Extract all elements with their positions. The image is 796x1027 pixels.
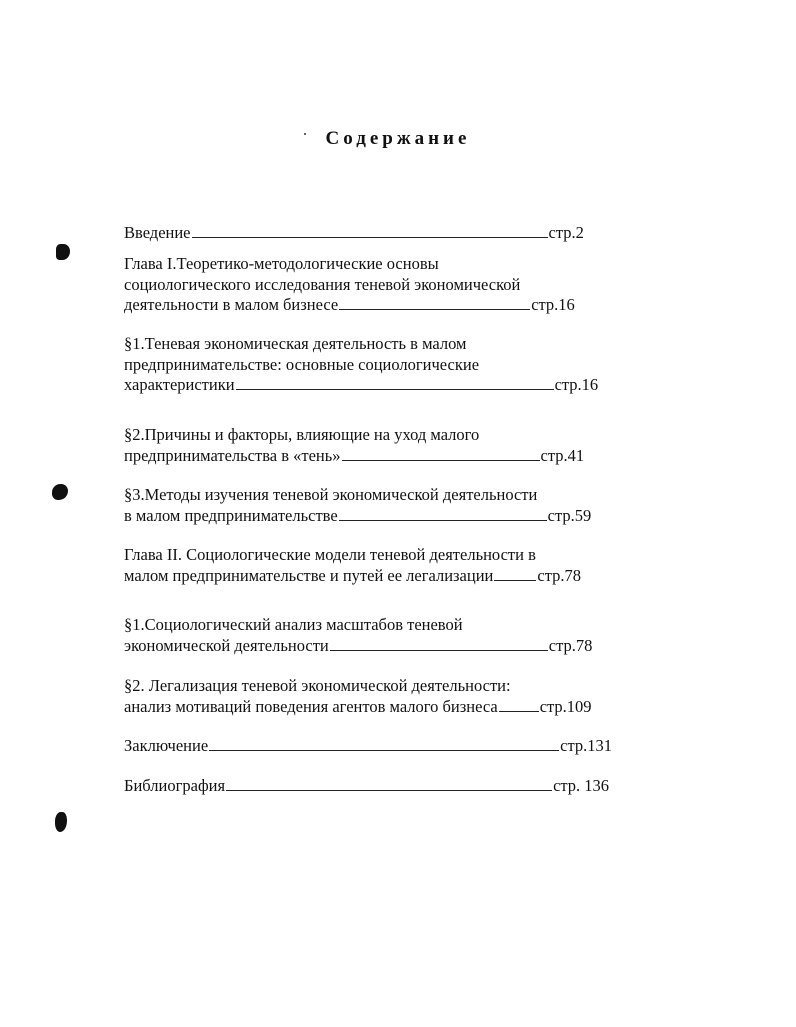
toc-entry-line: деятельности в малом бизнесе стр.16 [124,295,575,314]
toc-entry-line: малом предпринимательстве и путей ее легализации стр.78 [124,565,581,585]
toc-entry [124,545,581,586]
toc-entry [124,334,598,396]
toc-entry [124,776,609,797]
toc-entry [124,425,584,466]
toc-page-number: стр.41 [540,445,585,465]
toc-entry [124,736,612,757]
toc-page-number: стр.16 [554,375,599,394]
toc-entry-line: в малом предпринимательстве стр.59 [124,505,592,525]
toc-entry [124,223,584,244]
toc-page-number: стр.109 [539,696,592,716]
scan-artifact [56,244,70,260]
toc-entry-line: предпринимательстве: основные социологические [124,354,480,374]
toc-page-number: стр. 136 [553,776,610,795]
toc-entry-line: §1.Социологический анализ масштабов теневой [124,615,463,634]
toc-entry-line: предпринимательства в «тень» стр.41 [124,445,585,465]
toc-entry-line: социологического исследования теневой экономической [124,274,521,294]
toc-entry [124,254,575,316]
toc-entry [124,615,592,656]
toc-entry-line: экономической деятельности стр.78 [124,635,593,655]
scan-artifact [52,484,68,500]
toc-entry-line: Заключение стр.131 [124,736,613,755]
toc-entry [124,676,592,717]
toc-entry-line: §3.Методы изучения теневой экономической деятельности [124,485,538,504]
toc-entry-line: анализ мотиваций поведения агентов малого бизнеса стр.109 [124,696,592,716]
toc-entry-line: характеристики стр.16 [124,375,599,394]
toc-entry-line: Введение стр.2 [124,223,584,242]
toc-entry-line: §2. Легализация теневой экономической деятельности: [124,676,511,695]
scan-artifact [55,812,67,832]
toc-entry-line: Библиография стр. 136 [124,776,610,795]
toc-page-number: стр.16 [531,295,575,314]
toc-entry-line: Глава I.Теоретико-методологические основы [124,254,439,273]
toc-page-number: стр.131 [560,736,613,755]
toc-entry [124,485,591,526]
toc-entry-line: Глава II. Социологические модели теневой деятельности в [124,545,536,564]
toc-entry-line: §1.Теневая экономическая деятельность в малом [124,334,467,353]
toc-entry-line: §2.Причины и факторы, влияющие на уход малого [124,425,480,444]
toc-page-number: стр.2 [548,223,584,242]
toc-page-number: стр.78 [548,635,593,655]
page-title: Содержание [325,128,471,149]
toc-page-number: стр.78 [537,565,581,585]
toc-page-number: стр.59 [547,505,592,525]
